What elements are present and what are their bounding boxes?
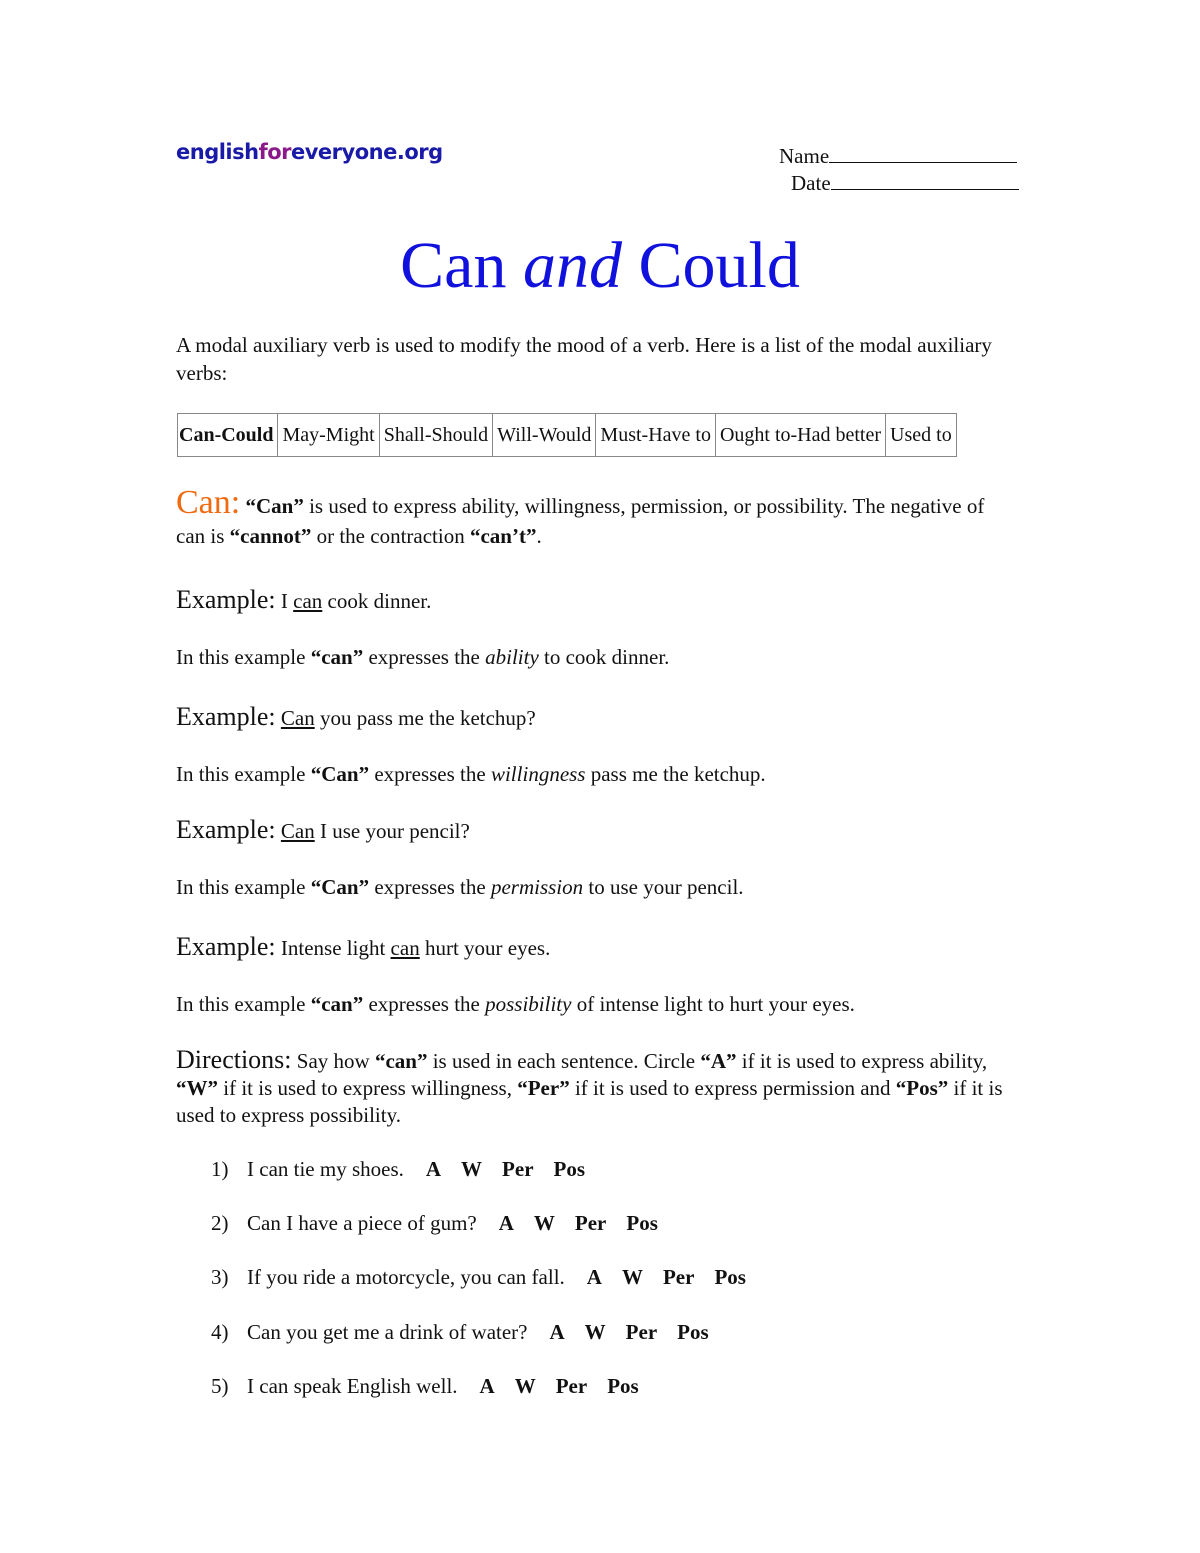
explanation-mid: expresses the <box>369 762 491 786</box>
table-cell: Must-Have to <box>596 414 716 457</box>
explanation-post: to use your pencil. <box>583 875 744 899</box>
explanation-italic: ability <box>485 645 539 669</box>
table-cell: May-Might <box>278 414 379 457</box>
directions-paragraph <box>176 1046 1016 1129</box>
example-sentence <box>176 816 1016 845</box>
dir-text-6: if it is used to express possibility. <box>176 1076 1003 1127</box>
example-modal: can <box>293 589 323 613</box>
answer-option-per[interactable]: Per <box>555 1374 588 1398</box>
table-cell: Shall-Should <box>379 414 492 457</box>
logo-part-english: english <box>176 140 259 164</box>
date-blank-line[interactable] <box>831 169 1019 190</box>
example-explanation <box>176 990 1016 1018</box>
example-explanation <box>176 643 1016 671</box>
example-label: Example: <box>176 815 276 844</box>
question-number: 2) <box>211 1211 229 1235</box>
explanation-word: “Can” <box>310 875 370 899</box>
logo-part-for: for <box>258 140 291 164</box>
explanation-italic: possibility <box>485 992 572 1016</box>
site-logo <box>176 140 443 164</box>
answer-option-w[interactable]: W <box>514 1374 536 1398</box>
answer-option-a[interactable]: A <box>586 1265 602 1289</box>
answer-option-w[interactable]: W <box>533 1211 555 1235</box>
answer-option-per[interactable]: Per <box>574 1211 607 1235</box>
question-number: 3) <box>211 1265 229 1289</box>
list-item <box>211 1157 585 1182</box>
date-label: Date <box>791 171 831 195</box>
example-label: Example: <box>176 932 276 961</box>
question-number: 1) <box>211 1157 229 1181</box>
cant-word: “can’t” <box>469 524 537 548</box>
question-text: I can tie my shoes. <box>247 1157 404 1181</box>
can-quote: “Can” <box>245 494 304 518</box>
answer-option-pos[interactable]: Pos <box>677 1320 709 1344</box>
answer-option-pos[interactable]: Pos <box>553 1157 586 1181</box>
question-text: If you ride a motorcycle, you can fall. <box>247 1265 565 1289</box>
explanation-word: “can” <box>310 645 364 669</box>
example-sentence <box>176 933 1016 962</box>
example-post: I use your pencil? <box>314 819 470 843</box>
intro-paragraph: A modal auxiliary verb is used to modify the mood of a verb. Here is a list of the modal auxiliary verbs: <box>176 333 992 385</box>
answer-option-pos[interactable]: Pos <box>607 1374 639 1398</box>
dir-text-5: if it is used to express permission and <box>569 1076 896 1100</box>
list-item <box>211 1211 658 1236</box>
table-cell: Can-Could <box>178 414 278 457</box>
explanation-mid: expresses the <box>369 875 491 899</box>
list-item <box>211 1265 746 1290</box>
answer-option-per[interactable]: Per <box>502 1157 534 1181</box>
explanation-pre: In this example <box>176 645 311 669</box>
dir-text-4: if it is used to express willingness, <box>218 1076 518 1100</box>
explanation-mid: expresses the <box>363 992 486 1016</box>
can-text-3: . <box>536 524 542 548</box>
explanation-italic: willingness <box>490 762 586 786</box>
can-heading: Can: <box>176 484 241 521</box>
explanation-post: pass me the ketchup. <box>585 762 766 786</box>
example-post: cook dinner. <box>322 589 432 613</box>
answer-option-w[interactable]: W <box>461 1157 483 1181</box>
explanation-post: of intense light to hurt your eyes. <box>571 992 855 1016</box>
answer-option-a[interactable]: A <box>479 1374 495 1398</box>
table-cell: Used to <box>886 414 957 457</box>
example-pre: Intense light <box>275 936 391 960</box>
answer-option-a[interactable]: A <box>425 1157 442 1181</box>
directions-label: Directions: <box>176 1045 292 1074</box>
example-post: you pass me the ketchup? <box>314 706 536 730</box>
table-cell: Will-Would <box>493 414 596 457</box>
explanation-pre: In this example <box>176 762 311 786</box>
explanation-post: to cook dinner. <box>538 645 670 669</box>
dir-bold-can: “can” <box>374 1049 428 1073</box>
explanation-pre: In this example <box>176 875 311 899</box>
table-cell: Ought to-Had better <box>715 414 885 457</box>
example-sentence <box>176 703 1016 732</box>
example-post: hurt your eyes. <box>419 936 551 960</box>
answer-option-per[interactable]: Per <box>625 1320 658 1344</box>
title-and: and <box>522 229 622 302</box>
answer-option-w[interactable]: W <box>584 1320 606 1344</box>
example-label: Example: <box>176 585 276 614</box>
dir-text-1: Say how <box>291 1049 375 1073</box>
modal-verbs-table <box>177 413 957 457</box>
list-item <box>211 1320 709 1345</box>
table-row <box>178 414 957 457</box>
answer-option-per[interactable]: Per <box>662 1265 695 1289</box>
explanation-word: “can” <box>310 992 364 1016</box>
can-definition <box>176 484 1016 551</box>
answer-option-pos[interactable]: Pos <box>626 1211 658 1235</box>
can-text-2: or the contraction <box>311 524 470 548</box>
dir-bold-a: “A” <box>700 1049 737 1073</box>
example-modal: can <box>390 936 420 960</box>
example-label: Example: <box>176 702 276 731</box>
question-text: Can you get me a drink of water? <box>247 1320 528 1344</box>
question-text: Can I have a piece of gum? <box>247 1211 477 1235</box>
question-number: 5) <box>211 1374 229 1398</box>
example-explanation <box>176 873 1016 901</box>
can-text: is used to express ability, willingness, permission, or possibility. The negative of can is <box>176 494 985 548</box>
explanation-pre: In this example <box>176 992 311 1016</box>
date-field[interactable] <box>791 169 1019 196</box>
name-label: Name <box>779 144 830 168</box>
dir-text-3: if it is used to express ability, <box>736 1049 988 1073</box>
example-sentence <box>176 586 1016 615</box>
example-modal: Can <box>280 706 315 730</box>
explanation-italic: permission <box>490 875 584 899</box>
explanation-mid: expresses the <box>363 645 486 669</box>
title-could: Could <box>638 229 800 302</box>
list-item <box>211 1374 639 1399</box>
dir-bold-pos: “Pos” <box>895 1076 949 1100</box>
page-title <box>0 226 1200 306</box>
question-text: I can speak English well. <box>247 1374 458 1398</box>
dir-bold-per: “Per” <box>517 1076 570 1100</box>
dir-text-2: is used in each sentence. Circle <box>427 1049 701 1073</box>
logo-part-everyone: everyone.org <box>291 140 443 164</box>
example-modal: Can <box>280 819 315 843</box>
cannot-word: “cannot” <box>229 524 312 548</box>
name-blank-line[interactable] <box>829 142 1017 163</box>
answer-option-w[interactable]: W <box>621 1265 643 1289</box>
explanation-word: “Can” <box>310 762 370 786</box>
example-pre: I <box>275 589 294 613</box>
name-field[interactable] <box>779 142 1017 169</box>
example-explanation <box>176 760 1016 788</box>
answer-option-pos[interactable]: Pos <box>714 1265 746 1289</box>
answer-option-a[interactable]: A <box>549 1320 565 1344</box>
answer-option-a[interactable]: A <box>498 1211 514 1235</box>
question-number: 4) <box>211 1320 229 1344</box>
title-can: Can <box>400 229 507 302</box>
dir-bold-w: “W” <box>176 1076 218 1100</box>
